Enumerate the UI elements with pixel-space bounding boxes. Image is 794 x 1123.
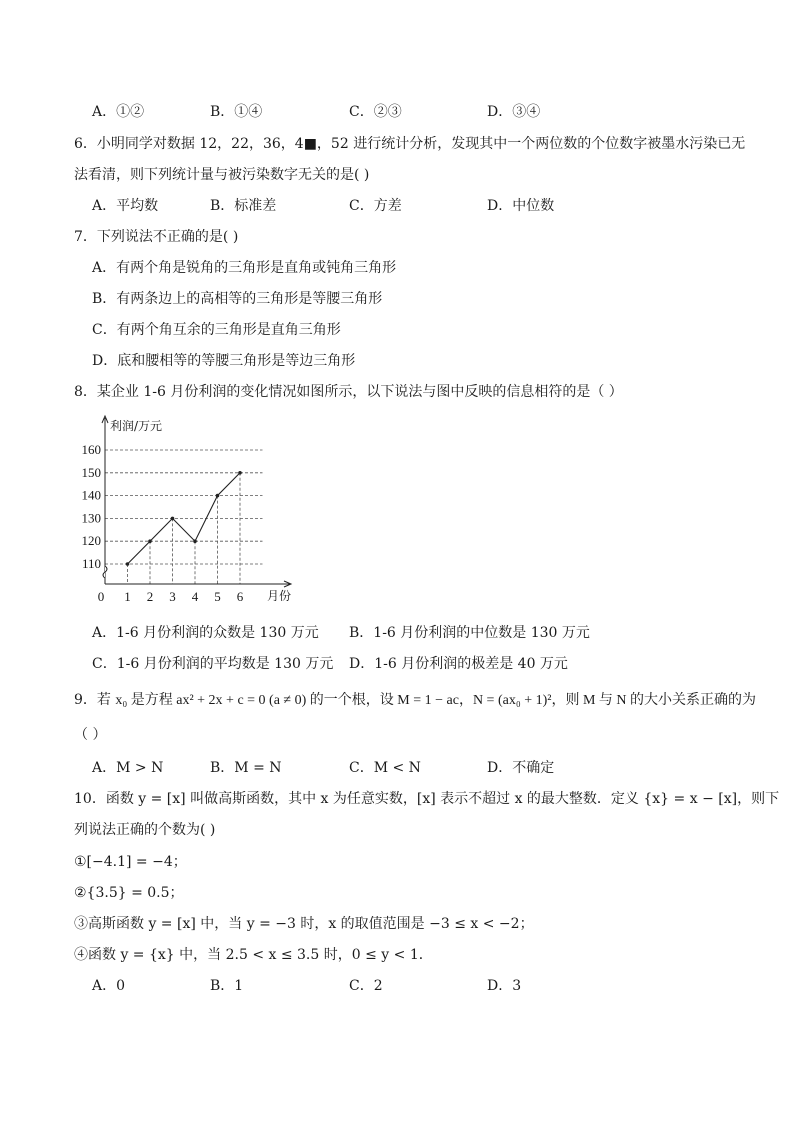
y-tick-label-140: 140	[81, 487, 101, 503]
q10-option-a: A．0	[92, 978, 126, 994]
q9-stem-math: x₀ 是方程 ax² + 2x + c = 0 (a ≠ 0) 的一个根，设 M = 1 − ac，N = (ax₀ + 1)²，则 M 与 N 的大小关系正确的为	[115, 693, 757, 708]
q6-stem-line1: 6．小明同学对数据 12，22，36，4■，52 进行统计分析，发现其中一个两位数的个位数字被墨水污染已无	[74, 136, 746, 152]
q9-stem-line1	[74, 690, 756, 711]
q9-stem-prefix: 9．若	[74, 692, 116, 708]
x-tick-label-1: 1	[124, 589, 131, 604]
data-point-month-2	[148, 539, 152, 543]
q9-option-d: D．不确定	[487, 760, 555, 776]
q8-stem: 8．某企业 1-6 月份利润的变化情况如图所示，以下说法与图中反映的信息相符的是（ ）	[74, 384, 623, 400]
q7-option-d: D．底和腰相等的等腰三角形是等边三角形	[92, 353, 356, 369]
data-point-month-4	[193, 539, 197, 543]
q6-stem-line2: 法看清，则下列统计量与被污染数字无关的是( )	[74, 167, 370, 183]
q6-option-b: B．标准差	[210, 198, 277, 214]
x-tick-label-3: 3	[169, 589, 176, 604]
q10-stem-line2: 列说法正确的个数为( )	[74, 822, 216, 838]
q6-option-c: C．方差	[349, 198, 402, 214]
profit-series-line	[128, 473, 241, 564]
chart-series	[126, 471, 242, 566]
q9-option-a: A．M > N	[92, 760, 164, 776]
y-tick-label-130: 130	[81, 510, 101, 526]
q9-option-b: B．M = N	[210, 760, 282, 776]
q8-option-c: C．1-6 月份利润的平均数是 130 万元	[92, 656, 334, 672]
axis-break-mark	[103, 566, 107, 578]
q10-option-b: B．1	[210, 978, 244, 994]
y-tick-label-160: 160	[81, 442, 101, 457]
x-tick-label-4: 4	[191, 589, 199, 604]
q7-option-c: C．有两个角互余的三角形是直角三角形	[92, 322, 341, 338]
x-tick-label-0: 0	[97, 589, 105, 604]
q10-statement-2: ②{3.5} = 0.5；	[74, 885, 184, 901]
q7-option-b: B．有两条边上的高相等的三角形是等腰三角形	[92, 291, 383, 307]
q7-stem: 7．下列说法不正确的是( )	[74, 229, 239, 245]
q5-option-c: C．②③	[349, 104, 402, 120]
y-tick-label-150: 150	[81, 464, 101, 480]
x-tick-label-2: 2	[146, 589, 154, 604]
q5-option-d: D．③④	[487, 104, 541, 120]
y-tick-label-120: 120	[81, 533, 101, 549]
x-tick-label-5: 5	[214, 589, 221, 604]
q9-stem-line2: （ ）	[74, 727, 107, 743]
q8-option-d: D．1-6 月份利润的极差是 40 万元	[349, 656, 568, 672]
profit-line-chart	[81, 410, 314, 612]
data-point-month-5	[216, 494, 220, 498]
q8-option-b: B．1-6 月份利润的中位数是 130 万元	[349, 625, 590, 641]
q5-option-b: B．①④	[210, 104, 263, 120]
q7-option-a: A．有两个角是锐角的三角形是直角或钝角三角形	[92, 260, 397, 276]
q10-stem-line1: 10．函数 y = [x] 叫做高斯函数，其中 x 为任意实数，[x] 表示不超过 x 的最大整数．定义 {x} = x − [x]，则下	[74, 791, 780, 807]
q5-option-a: A．①②	[92, 104, 145, 120]
x-tick-label-6: 6	[236, 589, 244, 604]
q6-option-a: A．平均数	[92, 198, 159, 214]
q9-option-c: C．M < N	[349, 760, 421, 776]
chart-gridlines	[105, 450, 263, 564]
y-axis-title: 利润/万元	[110, 419, 163, 433]
data-point-month-1	[126, 562, 130, 566]
data-point-month-6	[238, 471, 242, 475]
q10-statement-1: ①[−4.1] = −4；	[74, 854, 187, 870]
q8-option-a: A．1-6 月份利润的众数是 130 万元	[92, 625, 319, 641]
q10-option-d: D．3	[487, 978, 522, 994]
q10-statement-4: ④函数 y = {x} 中，当 2.5 < x ≤ 3.5 时，0 ≤ y < 1．	[74, 947, 433, 963]
chart-tick-labels	[82, 442, 244, 604]
data-point-month-3	[171, 517, 175, 521]
q10-statement-3: ③高斯函数 y = [x] 中，当 y = −3 时，x 的取值范围是 −3 ≤ x < −2；	[74, 916, 534, 932]
y-tick-label-110: 110	[81, 556, 101, 571]
q10-option-c: C．2	[349, 978, 383, 994]
q6-option-d: D．中位数	[487, 198, 555, 214]
x-axis-title: 月份	[267, 589, 292, 603]
